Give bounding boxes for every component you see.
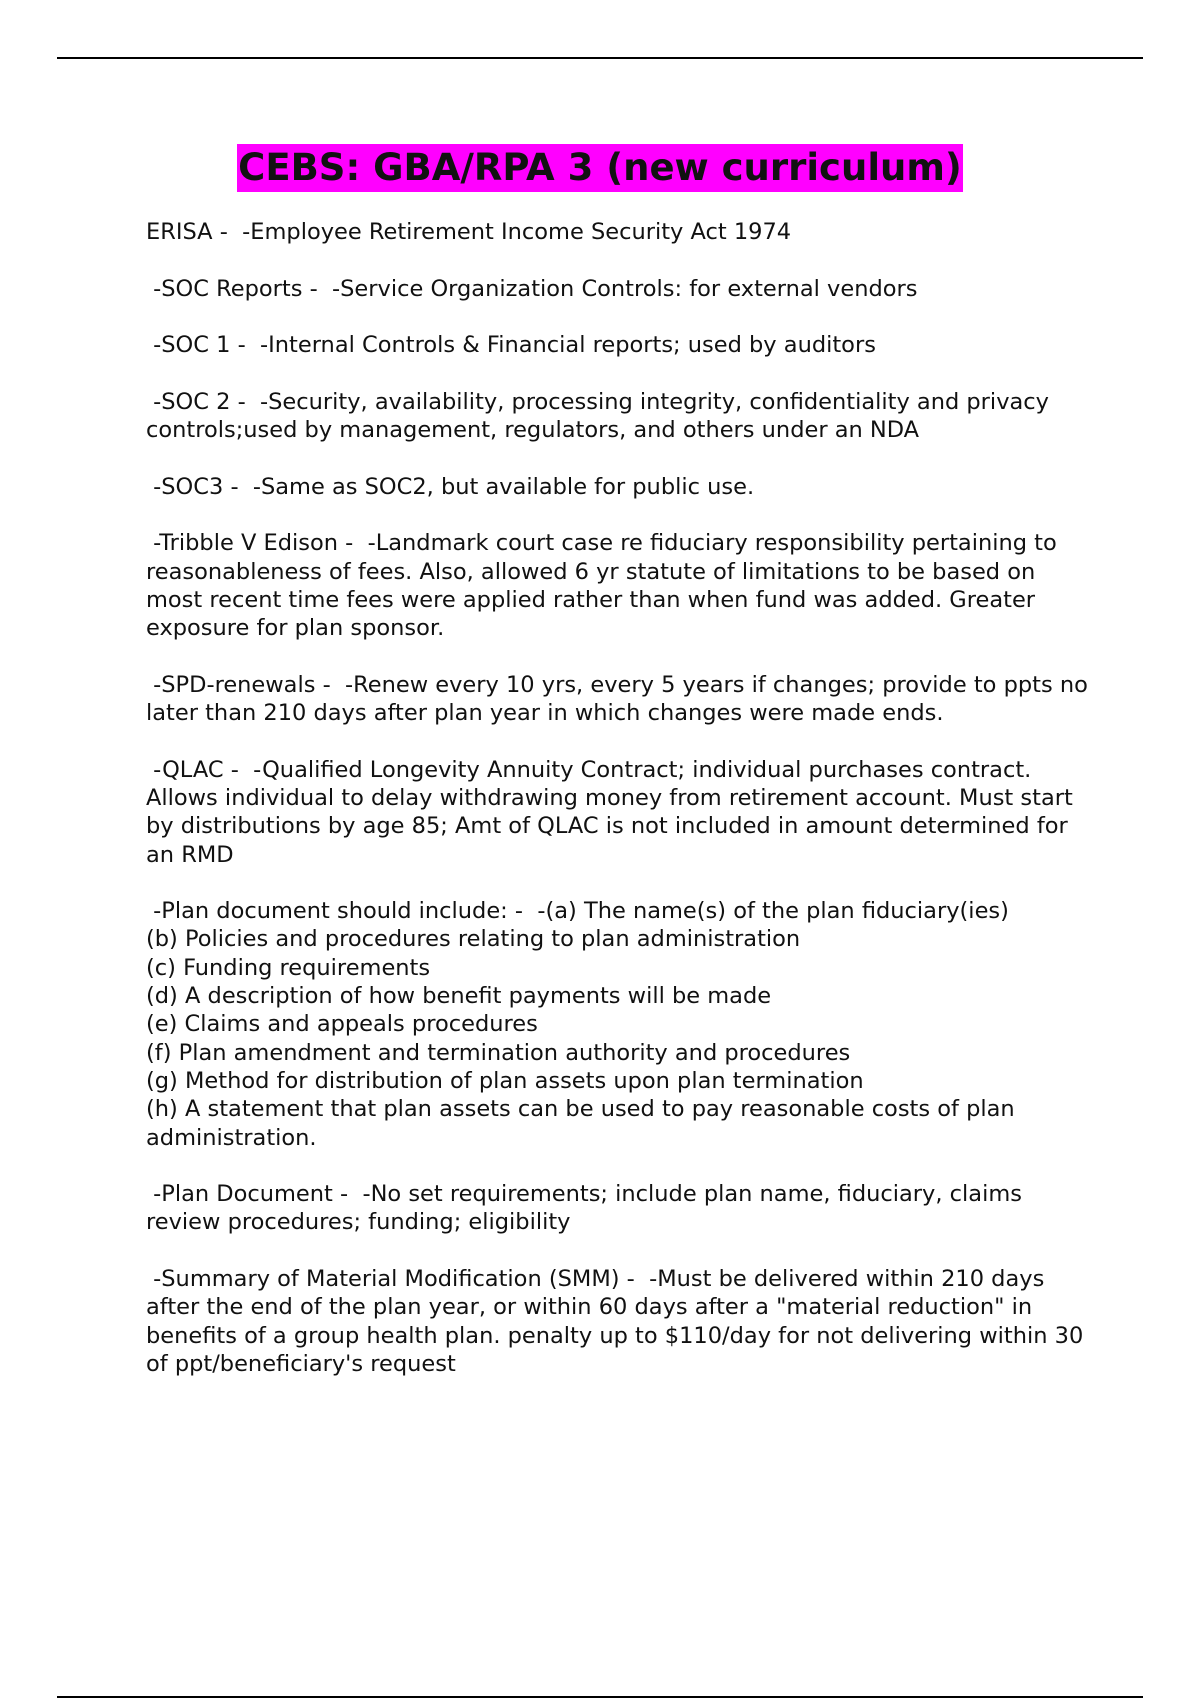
entry-term: ERISA - [146,219,236,245]
flashcard-entry [146,1180,1096,1237]
title-container [0,144,1200,192]
entry-term: -Summary of Material Modification (SMM) - [146,1265,642,1292]
entry-term: -SPD-renewals - [146,671,338,698]
entry-definition: -Service Organization Controls: for external vendors [324,275,918,302]
entry-term: -SOC Reports - [146,275,325,302]
entry-definition: -Internal Controls & Financial reports; used by auditors [252,332,876,359]
entry-definition: -Security, availability, processing integrity, confidentiality and privacy controls;used by management, regulators, and others under an NDA [146,388,1057,444]
entry-definition: -Renew every 10 yrs, every 5 years if changes; provide to ppts no later than 210 days after plan year in which changes were made ends. [146,671,1096,727]
flashcard-entry [146,897,1096,1152]
entry-term: -QLAC - [146,756,246,783]
entry-term: -SOC 2 - [146,388,253,415]
entry-term: -Plan Document - [146,1181,356,1208]
entry-definition: -Landmark court case re fiduciary responsibility pertaining to reasonableness of fees. Also, allowed 6 yr statute of limitations to be based on most recent time fees were applied rather than when fund was added. Greater exposure for plan sponsor. [146,530,1064,642]
top-divider [57,57,1143,59]
flashcard-entry [146,671,1096,728]
entry-term: -Tribble V Edison - [146,530,361,557]
flashcard-entry [146,388,1096,445]
page-title: CEBS: GBA/RPA 3 (new curriculum) [237,144,963,192]
entry-definition: -Qualified Longevity Annuity Contract; individual purchases contract. Allows individual to delay withdrawing money from retirement account. Must start by distributions by age 85; Amt of QLAC is not included in amount determined for an RMD [146,756,1080,868]
entry-term: -Plan document should include: - [146,898,531,925]
flashcard-entry [146,756,1096,869]
entry-term: -SOC3 - [146,473,246,500]
entry-definition: -(a) The name(s) of the plan fiduciary(ies) (b) Policies and procedures relating to plan administration (c) Funding requirements (d) A description of how benefit payments will be made (e) Claims and appeals procedures (f) Plan amendment and termination authority and procedures (g) Method for distribution of plan assets upon plan termination (h) A statement that plan assets can be used to pay reasonable costs of plan administration. [146,898,1015,1151]
flashcard-entry [146,331,1096,359]
bottom-divider [57,1696,1143,1698]
flashcard-entry [146,529,1096,642]
flashcard-entry [146,1265,1096,1378]
entry-definition: -Employee Retirement Income Security Act 1974 [235,219,792,245]
entry-definition: -No set requirements; include plan name, fiduciary, claims review procedures; funding; eligibility [146,1181,1030,1236]
flashcard-entry [146,275,1096,303]
flashcard-entry [146,473,1096,501]
entry-term: -SOC 1 - [146,332,253,359]
flashcard-entry [146,218,1096,246]
entry-definition: -Must be delivered within 210 days after the end of the plan year, or within 60 days after a "material reduction" in benefits of a group health plan. penalty up to $110/day for not delivering within 30 of ppt/beneficiary's request [146,1265,1091,1377]
entry-definition: -Same as SOC2, but available for public use. [245,473,755,500]
flashcard-list [146,218,1096,1406]
